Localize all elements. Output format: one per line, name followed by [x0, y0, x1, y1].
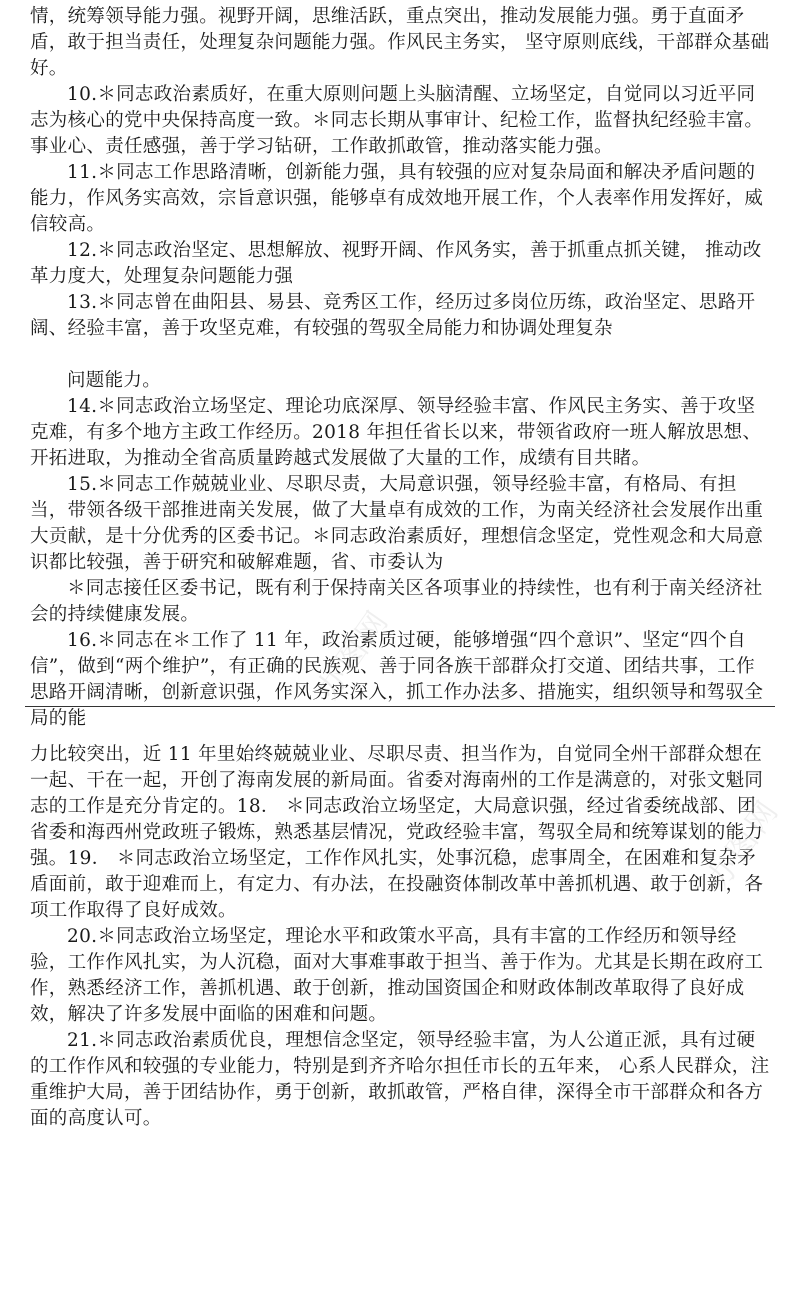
paragraph-13-continued: 问题能力。 — [67, 370, 162, 391]
paragraph-14: 14.＊同志政治立场坚定、理论功底深厚、领导经验丰富、作风民主务实、善于攻坚克难，有多个地方主政工作经历。2018 年担任省长以来，带领省政府一班人解放思想、开拓进取，为推动全省高质量跨越式发展做了大量的工作，成绩有目共睹。 — [30, 396, 762, 469]
page-break-line — [25, 706, 775, 707]
paragraph-12: 12.＊同志政治坚定、思想解放、视野开阔、作风务实，善于抓重点抓关键， 推动改革力度大，处理复杂问题能力强 — [30, 240, 762, 287]
watermark: 办图网 — [700, 792, 788, 896]
paragraph-15-continued: ＊同志接任区委书记，既有利于保持南关区各项事业的持续性，也有利于南关经济社会的持续健康发展。 — [30, 578, 763, 625]
paragraph-13: 13.＊同志曾在曲阳县、易县、竞秀区工作，经历过多岗位历练，政治坚定、思路开阔、经验丰富，善于攻坚克难，有较强的驾驭全局能力和协调处理复杂 — [30, 292, 756, 339]
paragraph-15: 15.＊同志工作兢兢业业、尽职尽责，大局意识强，领导经验丰富，有格局、有担当，带领各级干部推进南关发展，做了大量卓有成效的工作，为南关经济社会发展作出重大贡献，是十分优秀的区委书记。＊同志政治素质好，理想信念坚定，党性观念和大局意识都比较强，善于研究和破解难题，省、市委认为 — [30, 474, 764, 573]
lower-page-text — [30, 742, 772, 1132]
paragraph-16-tail: 力比较突出，近 11 年里始终兢兢业业、尽职尽责、担当作为，自觉同全州干部群众想在一起、干在一起，开创了海南发展的新局面。省委对海南州的工作是满意的，对张文魁同志的工作是充分肯定的。18． ＊同志政治立场坚定，大局意识强，经过省委统战部、团省委和海西州党政班子锻炼，熟悉基层情况，党政经验丰富，驾驭全局和统筹谋划的能力强。19． ＊同志政治立场坚定，工作作风扎实，处事沉稳，虑事周全，在困难和复杂矛盾面前，敢于迎难而上，有定力、有办法，在投融资体制改革中善抓机遇、敢于创新，各项工作取得了良好成效。 — [30, 744, 764, 921]
upper-page-text — [30, 4, 772, 732]
paragraph-10: 10.＊同志政治素质好，在重大原则问题上头脑清醒、立场坚定，自觉同以习近平同志为核心的党中央保持高度一致。＊同志长期从事审计、纪检工作，监督执纪经验丰富。事业心、责任感强，善于学习钻研，工作敢抓敢管，推动落实能力强。 — [30, 84, 764, 157]
paragraph-16: 16.＊同志在＊工作了 11 年，政治素质过硬，能够增强“四个意识”、坚定“四个自信”，做到“两个维护”，有正确的民族观、善于同各族干部群众打交道、团结共事，工作思路开阔清晰，创新意识强，作风务实深入，抓工作办法多、措施实，组织领导和驾驭全局的能 — [30, 630, 764, 729]
paragraph-21: 21.＊同志政治素质优良，理想信念坚定，领导经验丰富，为人公道正派，具有过硬的工作作风和较强的专业能力，特别是到齐齐哈尔担任市长的五年来， 心系人民群众，注重维护大局，善于团结协作，勇于创新，敢抓敢管，严格自律，深得全市干部群众和各方面的高度认可。 — [30, 1030, 770, 1129]
paragraph-20: 20.＊同志政治立场坚定，理论水平和政策水平高，具有丰富的工作经历和领导经验，工作作风扎实，为人沉稳，面对大事难事敢于担当、善于作为。尤其是长期在政府工作，熟悉经济工作，善抓机遇、敢于创新，推动国资国企和财政体制改革取得了良好成效，解决了许多发展中面临的困难和问题。 — [30, 926, 764, 1025]
watermark: 办图网 — [310, 602, 398, 706]
paragraph-11: 11.＊同志工作思路清晰，创新能力强，具有较强的应对复杂局面和解决矛盾问题的能力，作风务实高效，宗旨意识强，能够卓有成效地开展工作，个人表率作用发挥好，威信较高。 — [30, 162, 764, 235]
paragraph-9-tail: 情，统筹领导能力强。视野开阔，思维活跃，重点突出，推动发展能力强。勇于直面矛盾，敢于担当责任，处理复杂问题能力强。作风民主务实， 坚守原则底线，干部群众基础好。 — [30, 6, 770, 79]
